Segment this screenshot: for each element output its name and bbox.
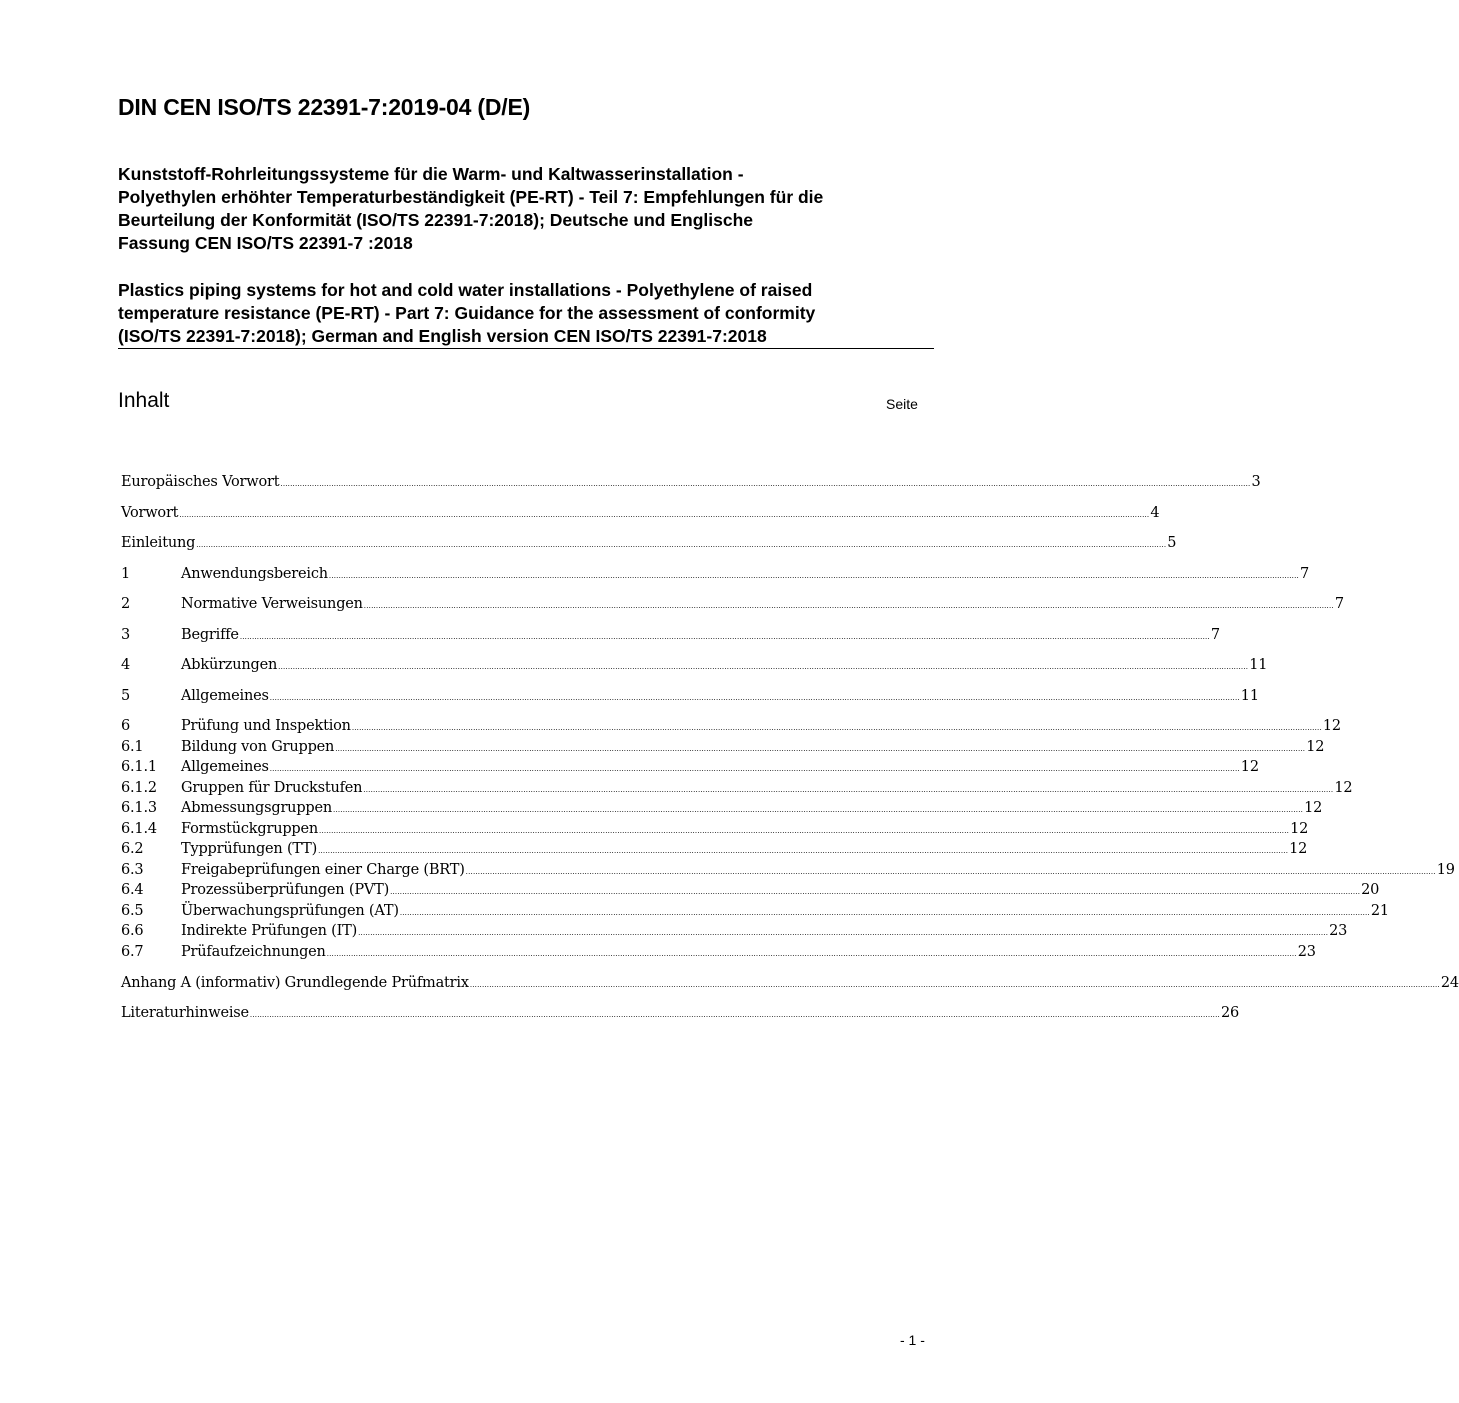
subtitle-line: Kunststoff-Rohrleitungssysteme für die Warm- und Kaltwasserinstallation - xyxy=(118,164,744,184)
toc-entry[interactable] xyxy=(121,759,1259,779)
toc-entry-page: 5 xyxy=(1167,535,1177,551)
subtitle-german xyxy=(118,163,938,255)
toc-entry-title: Überwachungsprüfungen (AT) xyxy=(181,903,399,919)
subtitle-english xyxy=(118,279,938,348)
toc-entry-page: 7 xyxy=(1334,596,1344,612)
toc-entry-title: Vorwort xyxy=(121,505,179,521)
toc-dot-leader: ................................................................................................................................................................................................................................................................................................................................................................................................................ xyxy=(363,786,1334,794)
title-divider xyxy=(118,348,934,349)
toc-dot-leader: ................................................................................................................................................................................................................................................................................................................................................................................................................ xyxy=(469,981,1440,989)
toc-dot-leader: ................................................................................................................................................................................................................................................................................................................................................................................................................ xyxy=(269,694,1240,702)
toc-entry-title: Allgemeines xyxy=(181,759,269,775)
toc-entry-page: 23 xyxy=(1329,923,1348,939)
toc-entry-title: Prozessüberprüfungen (PVT) xyxy=(181,882,390,898)
subtitle-line: temperature resistance (PE-RT) - Part 7: Guidance for the assessment of conformity xyxy=(118,303,816,323)
toc-entry-title: Anhang A (informativ) Grundlegende Prüfmatrix xyxy=(121,975,469,991)
toc-page-column-label: Seite xyxy=(886,396,918,412)
toc-dot-leader: ................................................................................................................................................................................................................................................................................................................................................................................................................ xyxy=(239,633,1210,641)
toc-entry[interactable] xyxy=(121,566,1309,586)
toc-entry[interactable] xyxy=(121,535,1177,555)
toc-entry-number: 6.1.3 xyxy=(121,800,157,816)
subtitle-line: Fassung CEN ISO/TS 22391-7 :2018 xyxy=(118,233,413,253)
toc-entry-number: 6.2 xyxy=(121,841,144,857)
toc-dot-leader: ................................................................................................................................................................................................................................................................................................................................................................................................................ xyxy=(335,745,1306,753)
toc-entry-number: 6.3 xyxy=(121,862,144,878)
toc-entry-title: Freigabeprüfungen einer Charge (BRT) xyxy=(181,862,465,878)
toc-entry[interactable] xyxy=(121,841,1308,861)
toc-entry-number: 6.7 xyxy=(121,944,144,960)
toc-entry-title: Bildung von Gruppen xyxy=(181,739,335,755)
subtitle-line: (ISO/TS 22391-7:2018); German and English version CEN ISO/TS 22391-7:2018 xyxy=(118,326,767,346)
toc-entry-page: 12 xyxy=(1240,759,1259,775)
toc-dot-leader: ................................................................................................................................................................................................................................................................................................................................................................................................................ xyxy=(249,1011,1220,1019)
toc-entry[interactable] xyxy=(121,975,1459,995)
toc-entry-number: 6.1.1 xyxy=(121,759,157,775)
toc-entry[interactable] xyxy=(121,739,1325,759)
toc-entry-title: Prüfung und Inspektion xyxy=(181,718,351,734)
toc-entry-number: 6.4 xyxy=(121,882,144,898)
toc-dot-leader: ................................................................................................................................................................................................................................................................................................................................................................................................................ xyxy=(319,827,1290,835)
toc-entry-page: 23 xyxy=(1297,944,1316,960)
page-number: - 1 - xyxy=(900,1332,925,1348)
toc-dot-leader: ................................................................................................................................................................................................................................................................................................................................................................................................................ xyxy=(326,950,1297,958)
toc-entry-page: 12 xyxy=(1334,780,1353,796)
toc-entry-number: 5 xyxy=(121,688,131,704)
document-title: DIN CEN ISO/TS 22391-7:2019-04 (D/E) xyxy=(118,94,531,120)
toc-entry-title: Anwendungsbereich xyxy=(181,566,328,582)
toc-entry-title: Normative Verweisungen xyxy=(181,596,363,612)
toc-entry-page: 12 xyxy=(1290,821,1309,837)
toc-entry-number: 6.6 xyxy=(121,923,144,939)
toc-dot-leader: ................................................................................................................................................................................................................................................................................................................................................................................................................ xyxy=(328,572,1299,580)
toc-entry[interactable] xyxy=(121,505,1160,525)
toc-entry-number: 6.1 xyxy=(121,739,144,755)
toc-entry-page: 12 xyxy=(1304,800,1323,816)
toc-dot-leader: ................................................................................................................................................................................................................................................................................................................................................................................................................ xyxy=(390,888,1361,896)
toc-entry-title: Begriffe xyxy=(181,627,239,643)
toc-entry-number: 2 xyxy=(121,596,131,612)
toc-entry-page: 7 xyxy=(1299,566,1309,582)
toc-entry-title: Einleitung xyxy=(121,535,196,551)
toc-entry-number: 6.1.4 xyxy=(121,821,157,837)
toc-entry[interactable] xyxy=(121,718,1341,738)
toc-dot-leader: ................................................................................................................................................................................................................................................................................................................................................................................................................ xyxy=(333,806,1304,814)
toc-entry-page: 26 xyxy=(1220,1005,1240,1021)
toc-entry-number: 6.1.2 xyxy=(121,780,157,796)
toc-entry[interactable] xyxy=(121,944,1316,964)
toc-entry[interactable] xyxy=(121,800,1323,820)
toc-entry-title: Abmessungsgruppen xyxy=(181,800,333,816)
toc-entry-page: 12 xyxy=(1289,841,1308,857)
toc-entry[interactable] xyxy=(121,780,1353,800)
toc-entry-page: 24 xyxy=(1440,975,1459,991)
toc-dot-leader: ................................................................................................................................................................................................................................................................................................................................................................................................................ xyxy=(196,541,1167,549)
toc-entry-page: 12 xyxy=(1322,718,1341,734)
toc-dot-leader: ................................................................................................................................................................................................................................................................................................................................................................................................................ xyxy=(465,868,1436,876)
toc-entry[interactable] xyxy=(121,596,1344,616)
subtitle-line: Plastics piping systems for hot and cold water installations - Polyethylene of raised xyxy=(118,280,813,300)
toc-entry[interactable] xyxy=(121,903,1389,923)
toc-entry[interactable] xyxy=(121,627,1220,647)
toc-entry-number: 6.5 xyxy=(121,903,144,919)
toc-entry-page: 19 xyxy=(1436,862,1455,878)
toc-entry[interactable] xyxy=(121,657,1268,677)
subtitle-line: Beurteilung der Konformität (ISO/TS 22391-7:2018); Deutsche und Englische xyxy=(118,210,753,230)
toc-dot-leader: ................................................................................................................................................................................................................................................................................................................................................................................................................ xyxy=(278,663,1249,671)
toc-entry[interactable] xyxy=(121,923,1348,943)
toc-entry-page: 7 xyxy=(1210,627,1220,643)
toc-entry-number: 3 xyxy=(121,627,131,643)
toc-dot-leader: ................................................................................................................................................................................................................................................................................................................................................................................................................ xyxy=(399,909,1370,917)
toc-entry-page: 21 xyxy=(1370,903,1389,919)
subtitle-line: Polyethylen erhöhter Temperaturbeständigkeit (PE-RT) - Teil 7: Empfehlungen für die xyxy=(118,187,824,207)
toc-dot-leader: ................................................................................................................................................................................................................................................................................................................................................................................................................ xyxy=(179,511,1150,519)
toc-entry-number: 6 xyxy=(121,718,131,734)
toc-entry-page: 20 xyxy=(1361,882,1380,898)
toc-entry-title: Allgemeines xyxy=(181,688,269,704)
toc-entry[interactable] xyxy=(121,862,1455,882)
toc-heading: Inhalt xyxy=(118,389,170,412)
toc-dot-leader: ................................................................................................................................................................................................................................................................................................................................................................................................................ xyxy=(318,847,1289,855)
toc-entry-title: Formstückgruppen xyxy=(181,821,319,837)
toc-entry-title: Indirekte Prüfungen (IT) xyxy=(181,923,358,939)
toc-entry-title: Typprüfungen (TT) xyxy=(181,841,318,857)
toc-dot-leader: ................................................................................................................................................................................................................................................................................................................................................................................................................ xyxy=(363,602,1334,610)
toc-dot-leader: ................................................................................................................................................................................................................................................................................................................................................................................................................ xyxy=(269,765,1240,773)
toc-entry-page: 4 xyxy=(1150,505,1160,521)
toc-entry-title: Europäisches Vorwort xyxy=(121,474,280,490)
toc-dot-leader: ................................................................................................................................................................................................................................................................................................................................................................................................................ xyxy=(358,929,1329,937)
toc-entry-title: Prüfaufzeichnungen xyxy=(181,944,326,960)
toc-entry[interactable] xyxy=(121,474,1261,494)
toc-entry[interactable] xyxy=(121,688,1259,708)
toc-entry-title: Literaturhinweise xyxy=(121,1005,249,1021)
toc-entry-page: 12 xyxy=(1306,739,1325,755)
toc-entry[interactable] xyxy=(121,882,1380,902)
toc-dot-leader: ................................................................................................................................................................................................................................................................................................................................................................................................................ xyxy=(280,480,1251,488)
toc-dot-leader: ................................................................................................................................................................................................................................................................................................................................................................................................................ xyxy=(351,724,1322,732)
toc-entry-title: Gruppen für Druckstufen xyxy=(181,780,363,796)
toc-entry-number: 4 xyxy=(121,657,131,673)
toc-entry-page: 3 xyxy=(1251,474,1261,490)
toc-entry-page: 11 xyxy=(1240,688,1259,704)
toc-entry[interactable] xyxy=(121,1005,1240,1025)
toc-entry-page: 11 xyxy=(1249,657,1268,673)
toc-entry-title: Abkürzungen xyxy=(181,657,278,673)
toc-entry-number: 1 xyxy=(121,566,131,582)
toc-entry[interactable] xyxy=(121,821,1309,841)
